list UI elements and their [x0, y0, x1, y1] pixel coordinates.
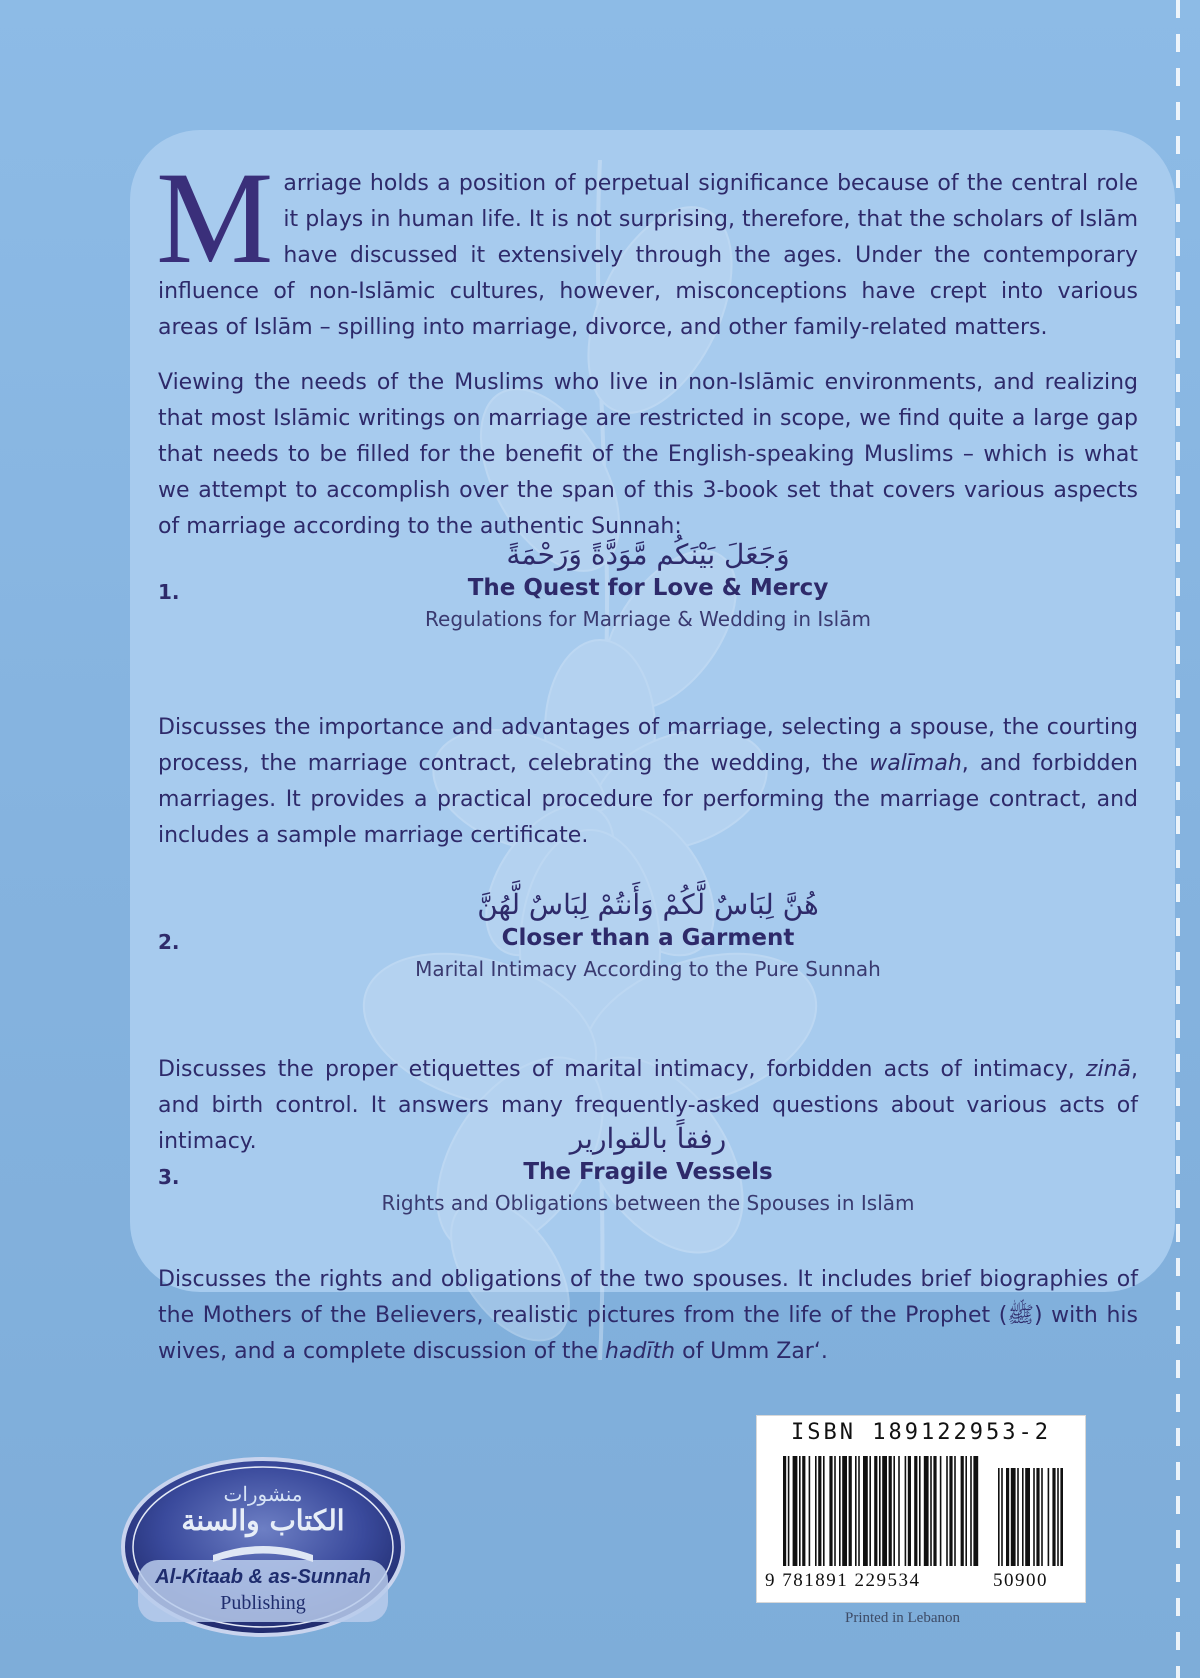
- book-1-title: The Quest for Love & Mercy: [467, 575, 829, 601]
- book-1-number: 1.: [158, 580, 180, 604]
- book-2-subtitle: Marital Intimacy According to the Pure Sunnah: [415, 957, 881, 981]
- isbn-barcode-box: [756, 1415, 1086, 1603]
- publisher-name-line2: Publishing: [220, 1592, 306, 1614]
- printed-in-note: Printed in Lebanon: [845, 1610, 960, 1626]
- book-3-title: The Fragile Vessels: [523, 1159, 773, 1185]
- publisher-name: Al-Kitaab & as-Sunnah: [155, 1566, 371, 1588]
- intro-text: arriage holds a position of perpetual significance because of the central role it plays in human life. It is not surprising, therefore, that the scholars of Islām have discussed it extensively through the ages. Under the contemporary influence of non-Islāmic cultures, however, misconceptions have crept into various areas of Islām – spilling into marriage, divorce, and other family-related matters.: [158, 171, 1138, 340]
- book-3-description: Discusses the rights and obligations of the two spouses. It includes brief biographies of the Mothers of the Believers, realistic pictures from the life of the Prophet (ﷺ) with his wives, and a complete discussion of the hadīth of Umm Zar‘.: [158, 1267, 1139, 1364]
- book-1-description: Discusses the importance and advantages of marriage, selecting a spouse, the courting process, the marriage contract, celebrating the wedding, the walīmah, and forbidden marriages. It provides a practical procedure for performing the marriage contract, and includes a sample marriage certificate.: [158, 715, 1138, 848]
- book-3-subtitle: Rights and Obligations between the Spouses in Islām: [381, 1191, 915, 1215]
- book-2-number: 2.: [158, 930, 180, 954]
- book-1-heading: [158, 538, 1138, 634]
- addon-digits: 50900: [993, 1570, 1048, 1591]
- book-2-heading: [158, 888, 1138, 984]
- drop-cap: M: [156, 144, 274, 291]
- book-3-number: 3.: [158, 1165, 180, 1189]
- publisher-logo: [118, 1452, 408, 1642]
- book-1-arabic: وَجَعَلَ بَيْنَكُم مَّوَدَّةً وَرَحْمَةً: [506, 538, 790, 571]
- book-3-arabic: رفقاً بالقوارير: [569, 1122, 727, 1155]
- publisher-arabic-line2: الكتاب والسنة: [181, 1504, 345, 1537]
- book-2-description: Discusses the proper etiquettes of marital intimacy, forbidden acts of intimacy, zinā, and birth control. It answers many frequently-asked questions about various acts of intimacy.: [158, 1057, 1138, 1154]
- ean-digits: 9 781891 229534: [765, 1570, 921, 1591]
- book-1-subtitle: Regulations for Marriage & Wedding in Islām: [425, 607, 871, 631]
- set-overview-paragraph: Viewing the needs of the Muslims who live in non-Islāmic environments, and realizing that most Islāmic writings on marriage are restricted in scope, we find quite a large gap that needs to be filled for the benefit of the English-speaking Muslims – which is what we attempt to accomplish over the span of this 3-book set that covers various aspects of marriage according to the authentic Sunnah:: [158, 370, 1138, 539]
- intro-paragraph: [156, 144, 1138, 346]
- publisher-arabic-line1: منشورات: [223, 1482, 303, 1506]
- barcode-icon: [783, 1456, 1063, 1571]
- spine-edge-dashes: [1176, 0, 1180, 1678]
- book-3-heading: [158, 1122, 1138, 1218]
- book-2-arabic: هُنَّ لِبَاسٌ لَّكُمْ وَأَنتُمْ لِبَاسٌ لَّهُنَّ: [477, 888, 819, 921]
- book-2-title: Closer than a Garment: [501, 925, 795, 951]
- isbn-label: ISBN 189122953-2: [791, 1420, 1051, 1445]
